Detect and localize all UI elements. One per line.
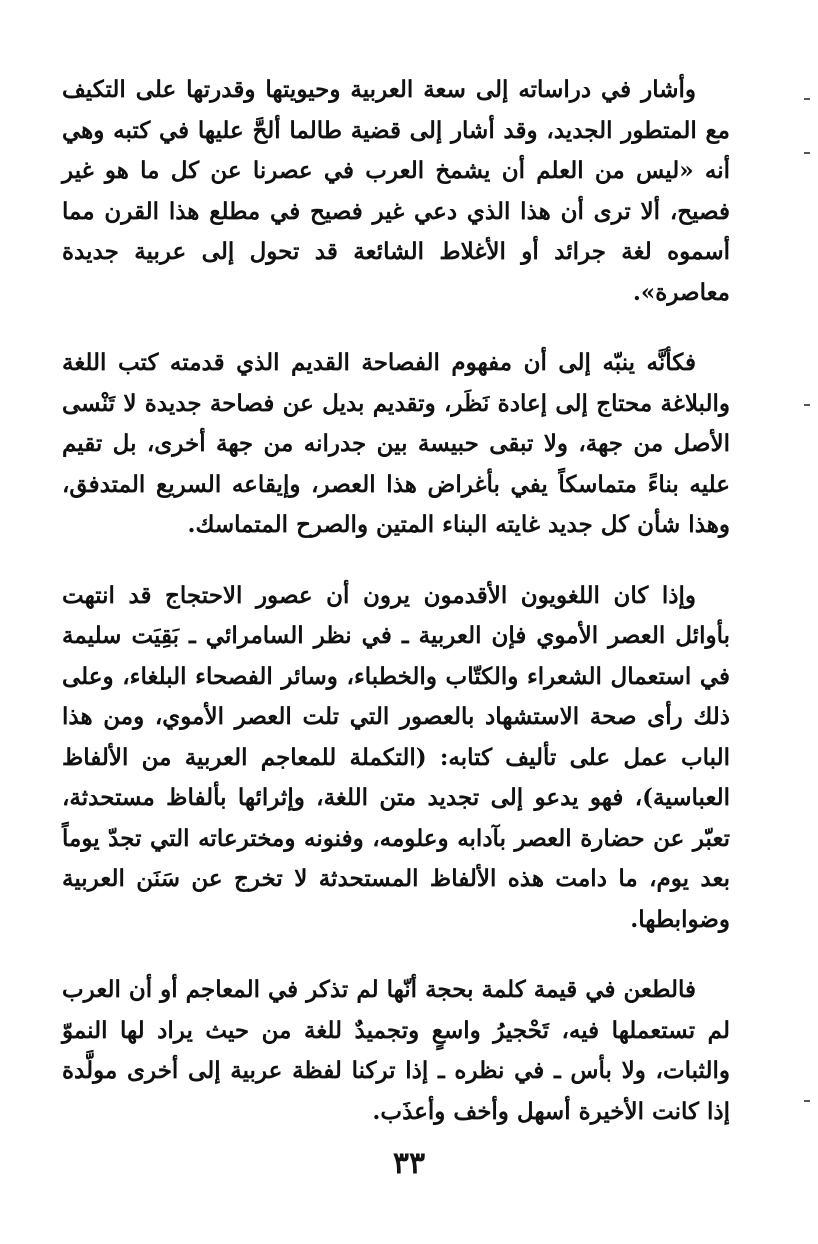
page-body bbox=[62, 70, 730, 1162]
scan-edge-mark bbox=[804, 1100, 810, 1102]
scan-edge-mark bbox=[804, 404, 810, 406]
paragraph-3: وإذا كان اللغويون الأقدمون يرون أن عصور الاحتجاج قد انتهت بأوائل العصر الأموي فإن العربية ـ في نظر السامرائي ـ بَقِيَت سليمة في استعمال الشعراء والكتّاب والخطباء، وسائر الفصحاء البلغاء، وعلى ذلك رأى صحة الاستشهاد بالعصور التي تلت العصر الأموي، ومن هذا الباب عمل على تأليف كتابه: (التكملة للمعاجم العربية من الألفاظ العباسية)، فهو يدعو إلى تجديد متن اللغة، وإثرائها بألفاظ مستحدثة، تعبّر عن حضارة العصر بآدابه وعلومه، وفنونه ومخترعاته التي تجدّ يوماً بعد يوم، ما دامت هذه الألفاظ المستحدثة لا تخرج عن سَنَن العربية وضوابطها. bbox=[62, 581, 730, 933]
scan-edge-mark bbox=[804, 152, 810, 154]
paragraph-4: فالطعن في قيمة كلمة بحجة أنّها لم تذكر في المعاجم أو أن العرب لم تستعملها فيه، تَحْجيرُ واسعٍ وتجميدٌ للغة من حيث يراد لها النموّ والثبات، ولا بأس ـ في نظره ـ إذا تركنا لفظة عربية إلى أخرى مولَّدة إذا كانت الأخيرة أسهل وأخف وأعذَب. bbox=[62, 976, 730, 1125]
page-number: ٣٣ bbox=[392, 1146, 426, 1181]
paragraph-2: فكأنَّه ينبّه إلى أن مفهوم الفصاحة القديم الذي قدمته كتب اللغة والبلاغة محتاج إلى إعادة نَظَر، وتقديم بديل عن فصاحة جديدة لا تَنْسى الأصل من جهة، ولا تبقى حبيسة بين جدرانه من جهة أخرى، بل تقيم عليه بناءً متماسكاً يفي بأغراض هذا العصر، وإيقاعه السريع المتدفق، وهذا شأن كل جديد غايته البناء المتين والصرح المتماسك. bbox=[62, 349, 730, 538]
paragraph-1: وأشار في دراساته إلى سعة العربية وحيويتها وقدرتها على التكيف مع المتطور الجديد، وقد أشار إلى قضية طالما ألحَّ عليها في كتبه وهي أنه «ليس من العلم أن يشمخ العرب في عصرنا عن كل ما هو غير فصيح، ألا ترى أن هذا الذي دعي غير فصيح في مطلع هذا القرن مما أسموه لغة جرائد أو الأغلاط الشائعة قد تحول إلى عربية جديدة معاصرة». bbox=[62, 76, 730, 306]
scan-edge-mark bbox=[804, 98, 810, 100]
